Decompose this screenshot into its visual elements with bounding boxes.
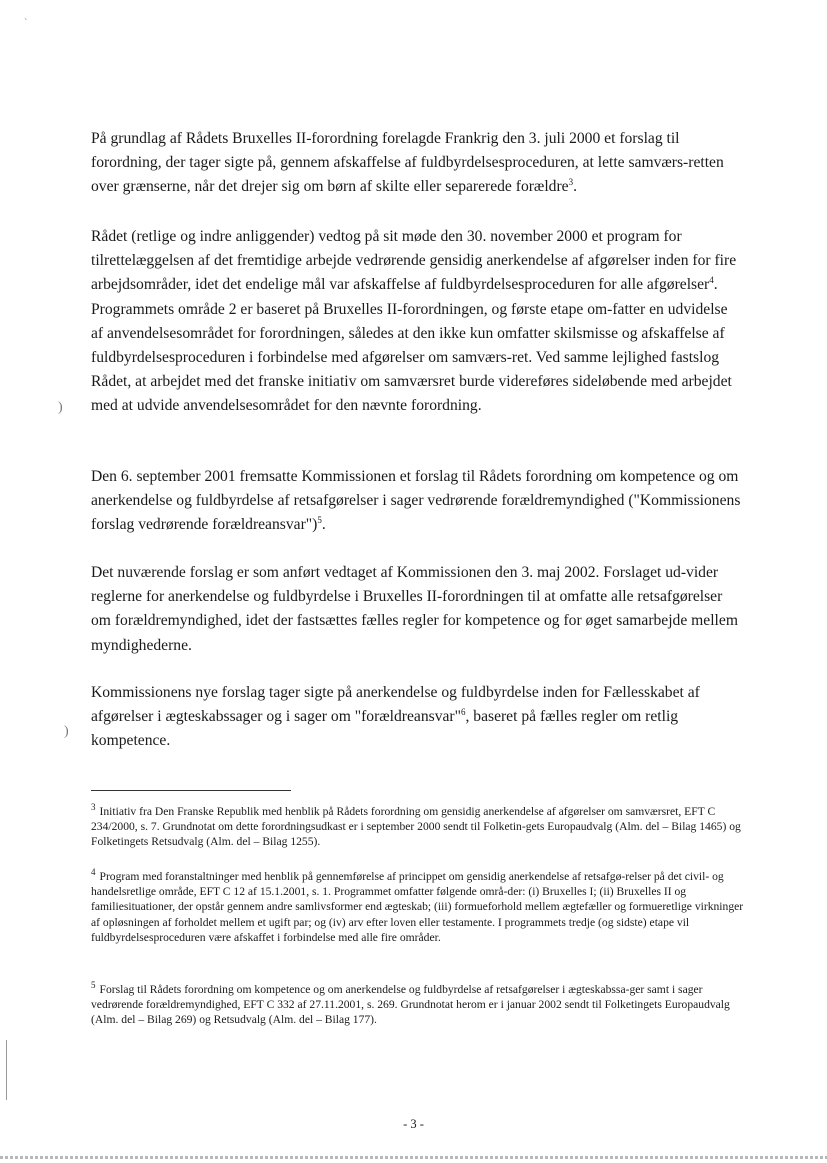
footnote-ref-6: 6 xyxy=(460,707,466,718)
paragraph-3: Den 6. september 2001 fremsatte Kommissionen et forslag til Rådets forordning om kompetence og om anerkendelse og fuldbyrdelse af retsafgørelser i sager vedrørende forældremyndighed ("Kommissionens forslag vedrørende forældreansvar")$^5$. xyxy=(91,468,741,534)
footnote-3: $^3$ Initiativ fra Den Franske Republik med henblik på Rådets forordning om gensidig anerkendelse af afgørelser om samværsret, EFT C 234/2000, s. 7. Grundnotat om dette forordningsudkast er i september 2000 sendt til Folketin-gets Europaudvalg (Alm. del – Bilag 1465) og Folketingets Retsudvalg (Alm. del – Bilag 1255). xyxy=(91,802,741,849)
footnote-number: 5 xyxy=(91,980,96,991)
footnote-ref-4: 4 xyxy=(709,275,714,286)
paragraph-1: På grundlag af Rådets Bruxelles II-forordning forelagde Frankrig den 3. juli 2000 et forslag til forordning, der tager sigte på, gennem afskaffelse af fuldbyrdelsesproceduren, at lette samværs-retten over grænserne, når det drejer sig om børn af skilte eller separerede forældre$^3$. xyxy=(91,130,724,196)
scan-mark-left-2: ) xyxy=(64,724,69,739)
footnote-4: $^4$ Program med foranstaltninger med henblik på gennemførelse af princippet om gensidig anerkendelse af retsafgø-relser på det civil- og handelsretlige område, EFT C 12 af 15.1.2001, s. 1. Programmet omfatter følgende områ-der: (i) Bruxelles I; (ii) Bruxelles II og familiesituationer, der opstår gennem andre samlivsformer end ægteskab; (iii) formueforhold mellem ægtefæller og formueretlige virkninger af opløsningen af forholdet mellem et ugift par; og (iv) arv efter loven eller testamente. I programmets tredje (og sidste) etape vil fuldbyrdelsesproceduren være afskaffet i forbindelse med alle fire områder. xyxy=(91,867,744,944)
page-number: - 3 - xyxy=(403,1117,424,1131)
paragraph-2: Rådet (retlige og indre anliggender) vedtog på sit møde den 30. november 2000 et program for tilrettelæggelsen af det fremtidige arbejde vedrørende gensidig anerkendelse af afgørelser inden for fire arbejdsområder, idet det endelige mål var afskaffelse af fuldbyrdelsesproceduren for alle afgørelser$^4$. Programmets område 2 er baseret på Bruxelles II-forordningen, og første etape om-fatter en udvidelse af anvendelsesområdet for forordningen, således at den ikke kun omfatter skilsmisse og afskaffelse af fuldbyrdelsesproceduren i forbindelse med afgørelser om samværs-ret. Ved samme lejlighed fastslog Rådet, at arbejdet med det franske initiativ om samværsret burde videreføres sideløbende med arbejdet med at udvide anvendelsesområdet for den nævnte forordning. xyxy=(91,228,737,415)
scan-bottom-edge xyxy=(0,1156,827,1159)
footnote-ref-5: 5 xyxy=(317,515,322,526)
scan-edge-line xyxy=(6,1040,7,1100)
scan-mark-left: ) xyxy=(58,400,63,415)
paragraph-4: Det nuværende forslag er som anført vedtaget af Kommissionen den 3. maj 2002. Forslaget ud-vider reglerne for anerkendelse og fuldbyrdelse i Bruxelles II-forordningen til at omfatte alle retsafgørelser om forældremyndighed, idet der fastsættes fælles regler for kompetence og for øget samarbejde mellem myndighederne. xyxy=(91,564,738,654)
footnote-5: $^5$ Forslag til Rådets forordning om kompetence og om anerkendelse og fuldbyrdelse af retsafgørelser i ægteskabssa-ger samt i sager vedrørende forældremyndighed, EFT C 332 af 27.11.2001, s. 269. Grundnotat herom er i januar 2002 sendt til Folketingets Europaudvalg (Alm. del – Bilag 269) og Retsudvalg (Alm. del – Bilag 177). xyxy=(91,980,730,1027)
footnote-separator xyxy=(91,790,291,791)
footnote-number: 4 xyxy=(91,867,96,878)
footnote-ref-3: 3 xyxy=(568,177,574,188)
footnote-number: 3 xyxy=(91,802,96,813)
paragraph-5: Kommissionens nye forslag tager sigte på anerkendelse og fuldbyrdelse inden for Fællesskabet af afgørelser i ægteskabssager og i sager om "forældreansvar"$^6$, baseret på fælles regler om retlig kompetence. xyxy=(91,684,700,750)
scan-speck: ˋ xyxy=(24,18,28,29)
